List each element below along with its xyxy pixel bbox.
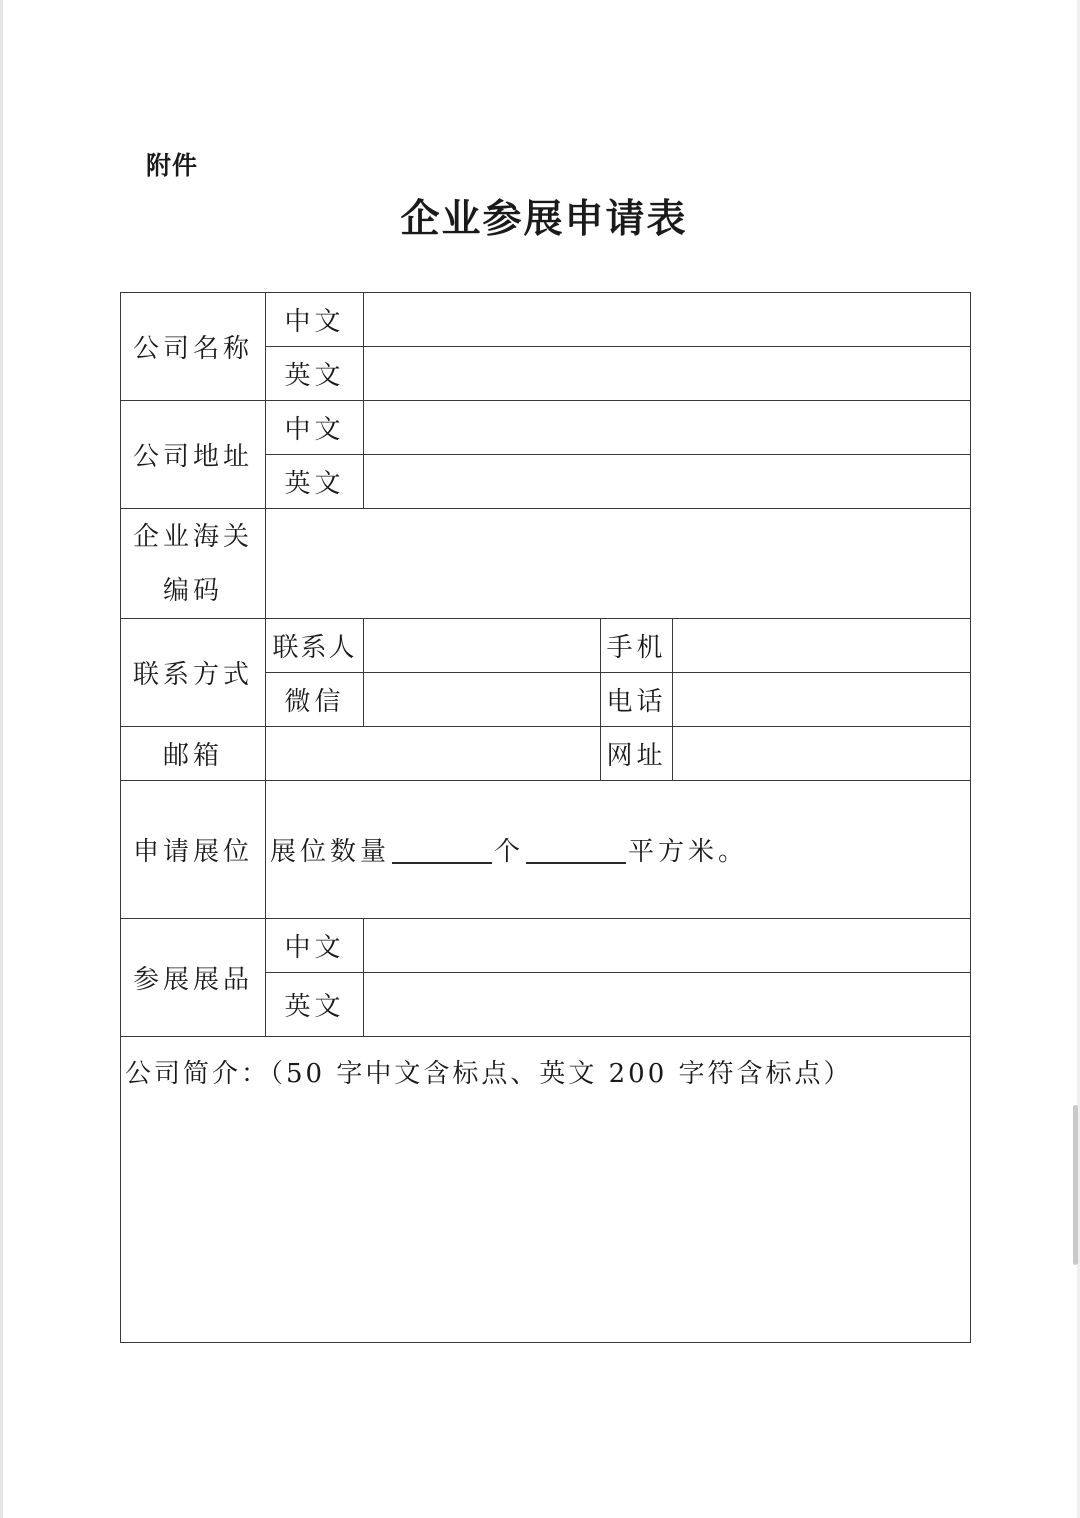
company-address-en-field[interactable] bbox=[364, 455, 971, 509]
mobile-label: 手机 bbox=[601, 619, 673, 673]
customs-code-label-line2: 编码 bbox=[162, 575, 223, 606]
email-field[interactable] bbox=[266, 727, 601, 781]
company-address-zh-label: 中文 bbox=[266, 401, 364, 455]
booth-count-unit: 个 bbox=[494, 837, 525, 867]
phone-field[interactable] bbox=[673, 673, 971, 727]
contact-person-field[interactable] bbox=[364, 619, 601, 673]
booth-label: 申请展位 bbox=[121, 781, 266, 919]
application-form-table bbox=[120, 292, 971, 1343]
company-address-en-label: 英文 bbox=[266, 455, 364, 509]
contact-person-label: 联系人 bbox=[266, 619, 364, 673]
booth-area-blank[interactable] bbox=[526, 862, 626, 864]
website-field[interactable] bbox=[673, 727, 971, 781]
mobile-field[interactable] bbox=[673, 619, 971, 673]
email-label: 邮箱 bbox=[121, 727, 266, 781]
scrollbar-thumb[interactable] bbox=[1073, 1105, 1078, 1265]
exhibits-en-label: 英文 bbox=[266, 973, 364, 1037]
page-title: 企业参展申请表 bbox=[400, 196, 688, 242]
contact-label: 联系方式 bbox=[121, 619, 266, 727]
exhibits-zh-label: 中文 bbox=[266, 919, 364, 973]
customs-code-label-line1: 企业海关 bbox=[132, 521, 253, 552]
company-profile-label: 公司简介：（50 字中文含标点、英文 200 字符含标点） bbox=[125, 1059, 853, 1089]
booth-count-prefix: 展位数量 bbox=[270, 837, 391, 867]
booth-field bbox=[266, 781, 971, 919]
attachment-label: 附件 bbox=[146, 151, 199, 180]
exhibits-zh-field[interactable] bbox=[364, 919, 971, 973]
company-address-label: 公司地址 bbox=[121, 401, 266, 509]
wechat-field[interactable] bbox=[364, 673, 601, 727]
company-name-en-label: 英文 bbox=[266, 347, 364, 401]
booth-area-unit: 平方米。 bbox=[628, 837, 749, 867]
company-name-en-field[interactable] bbox=[364, 347, 971, 401]
company-name-zh-field[interactable] bbox=[364, 293, 971, 347]
customs-code-field[interactable] bbox=[266, 509, 971, 619]
company-address-zh-field[interactable] bbox=[364, 401, 971, 455]
company-profile-field[interactable] bbox=[121, 1037, 971, 1343]
booth-count-blank[interactable] bbox=[392, 862, 492, 864]
exhibits-en-field[interactable] bbox=[364, 973, 971, 1037]
wechat-label: 微信 bbox=[266, 673, 364, 727]
customs-code-label bbox=[121, 509, 266, 619]
phone-label: 电话 bbox=[601, 673, 673, 727]
exhibits-label: 参展展品 bbox=[121, 919, 266, 1037]
company-name-zh-label: 中文 bbox=[266, 293, 364, 347]
website-label: 网址 bbox=[601, 727, 673, 781]
company-name-label: 公司名称 bbox=[121, 293, 266, 401]
